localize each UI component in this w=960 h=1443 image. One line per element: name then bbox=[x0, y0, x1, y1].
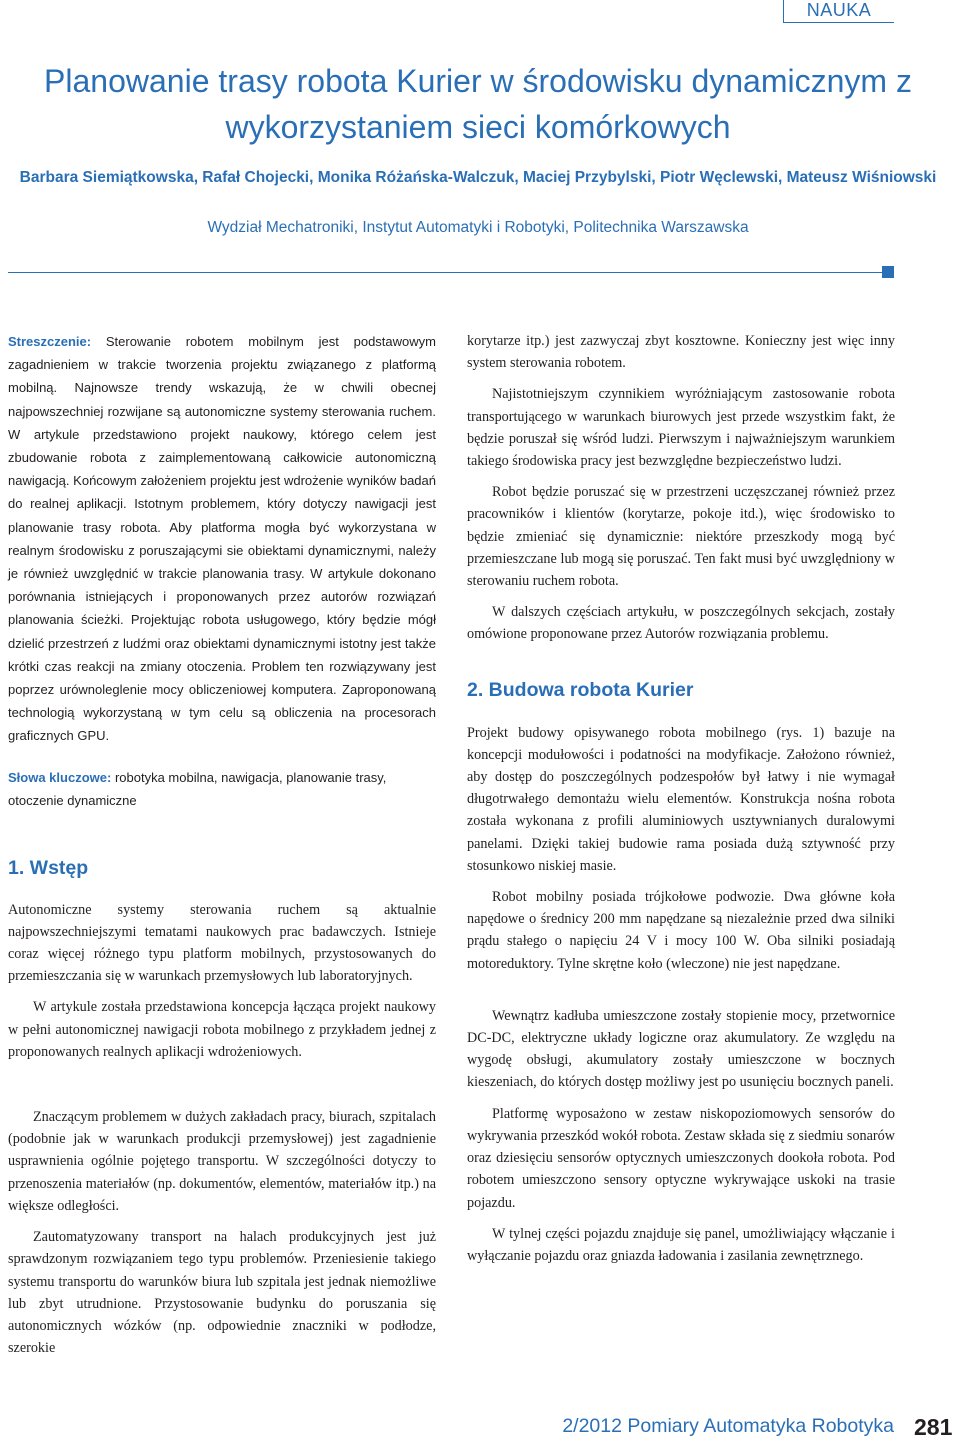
section-2-paragraph: W tylnej części pojazdu znajduje się panel, umożliwiający włączanie i wyłączanie pojazdu oraz gniazda ładowania i zasilania zewnętrznego. bbox=[467, 1225, 895, 1264]
section-1-heading: 1. Wstęp bbox=[8, 856, 89, 879]
header-divider bbox=[8, 272, 882, 273]
section-tag: NAUKA bbox=[783, 0, 894, 23]
journal-footer: 2/2012 Pomiary Automatyka Robotyka bbox=[562, 1415, 894, 1437]
article-authors: Barbara Siemiątkowska, Rafał Chojecki, Monika Różańska-Walczuk, Maciej Przybylski, Piotr Węclewski, Mateusz Wiśniowski bbox=[19, 169, 937, 186]
keywords bbox=[8, 766, 436, 812]
section-2-paragraph: Robot mobilny posiada trójkołowe podwozie. Dwa główne koła napędowe o średnicy 200 mm napędzane są niezależnie przed dwa silniki prądu stałego o napięciu 24 V i mocy 100 W. Oba silniki posiadają motoreduktory. Tylne skrętne koło (wleczone) nie jest napędzane. bbox=[467, 889, 895, 972]
divider-square-marker bbox=[882, 266, 894, 278]
section-2-paragraph: Projekt budowy opisywanego robota mobilnego (rys. 1) bazuje na koncepcji modułowości i podatności na modyfikacje. Założono również, aby dostęp do poszczególnych podzespołów był łatwy i nie wymagał długotrwałego demontażu wielu elementów. Konstrukcja nośna robota została wykonana z profili aluminiowych usztywnianych duralowymi panelami. Dzięki takiej budowie rama posiada dużą sztywność przy stosunkowo niskiej masie. bbox=[467, 724, 895, 874]
page-number: 281 bbox=[914, 1414, 953, 1440]
section-1-paragraph: Autonomiczne systemy sterowania ruchem są aktualnie najpowszechniejszymi tematami naukowych prac badawczych. Istnieje coraz więcej różnego typu platform mobilnych, przystosowanych do przemieszczania się w warunkach przemysłowych lub laboratoryjnych. bbox=[8, 901, 436, 985]
section-2-paragraph: Platformę wyposażono w zestaw niskopoziomowych sensorów do wykrywania przeszkód wokół robota. Zestaw składa się z siedmiu sonarów oraz dziesięciu sensorów optycznych umieszczonych dookoła robota. Pod robotem umieszczono sensory optyczne wykrywające uskoki na trasie pojazdu. bbox=[467, 1105, 895, 1211]
intro-paragraph: W dalszych częściach artykułu, w poszczególnych sekcjach, zostały omówione proponowane przez Autorów rozwiązania problemu. bbox=[467, 604, 895, 643]
intro-paragraph: Robot będzie poruszać się w przestrzeni uczęszczanej również przez pracowników i klientów (korytarze, pokoje itd.), więc środowisko to będzie zmieniać się dynamicznie: niektóre przeszkody mogą być przemieszczane lub mogą się poruszać. Ten fakt musi być uwzględniony w sterowaniu ruchem robota. bbox=[467, 484, 895, 590]
section-1-paragraph: W artykule została przedstawiona koncepcja łącząca projekt naukowy w pełni autonomicznej nawigacji robota mobilnego z przykładem jednej z proponowanych realnych aplikacji wdrożeniowych. bbox=[8, 999, 436, 1060]
left-column bbox=[8, 330, 436, 1359]
section-2-paragraph: Wewnątrz kadłuba umieszczone zostały stopienie mocy, przetwornice DC-DC, elektryczne układy logiczne oraz akumulatory. Ze względu na wygodę obsługi, akumulatory zostały umieszczone w bocznych kieszeniach, do których dostęp możliwy jest po usunięciu bocznych paneli. bbox=[467, 1007, 895, 1091]
keywords-text: robotyka mobilna, nawigacja, planowanie trasy, otoczenie dynamiczne bbox=[8, 769, 387, 808]
section-2-heading: 2. Budowa robota Kurier bbox=[467, 678, 694, 701]
article-title: Planowanie trasy robota Kurier w środowisku dynamicznym z wykorzystaniem sieci komórkowych bbox=[44, 63, 912, 145]
continued-paragraph: korytarze itp.) jest zazwyczaj zbyt kosztowne. Konieczny jest więc inny system sterowania robotem. bbox=[467, 333, 895, 372]
section-1-paragraph: Znaczącym problemem w dużych zakładach pracy, biurach, szpitalach (podobnie jak w warunkach produkcji przemysłowej) jest zagadnienie usprawnienia ogólnie pojętego transportu. W szczególności dotyczy to przenoszenia materiałów (np. dokumentów, elementów, materiałów itp.) na większe odległości. bbox=[8, 1109, 436, 1214]
keywords-label: Słowa kluczowe: bbox=[8, 769, 112, 785]
abstract-label: Streszczenie: bbox=[8, 334, 92, 349]
section-1-paragraph: Zautomatyzowany transport na halach produkcyjnych jest już sprawdzonym rozwiązaniem tego typu problemów. Przeniesienie takiego systemu transportu do warunków biura lub szpitala jest jednak niemożliwe lub zbyt utrudnione. Przystosowanie budynku do poruszania się autonomicznych wózków (np. odpowiednie znaczniki w podłodze, szerokie bbox=[8, 1229, 436, 1357]
right-column bbox=[467, 330, 895, 1267]
article-affiliation: Wydział Mechatroniki, Instytut Automatyki i Robotyki, Politechnika Warszawska bbox=[207, 219, 749, 236]
abstract-text: Sterowanie robotem mobilnym jest podstawowym zagadnieniem w trakcie tworzenia projektu związanego z platformą mobilną. Najnowsze trendy wskazują, że w chwili obecnej najpowszechniej rozwijane są autonomiczne systemy sterowania ruchem. W artykule przedstawiono projekt naukowy, którego celem jest zbudowanie robota z zaimplementowaną całkowicie autonomiczną nawigacją. Końcowym założeniem projektu jest wdrożenie wyników badań do realnej aplikacji. Istotnym problemem, który dotyczy nawigacji jest planowanie trasy robota. Aby platforma mogła być wykorzystana w realnym środowisku z poruszającymi sie obiektami dynamicznymi, należy je również uwzględnić w trakcie planowania trasy. W artykule dokonano porównania istniejących i proponowanych przez autorów rozwiązań planowania ścieżki. Projektując robota usługowego, który będzie mógł dzielić przestrzeń z ludźmi oraz obiektami dynamicznymi istotny jest także krótki czas reakcji na zmiany otoczenia. Problem ten rozwiązywany jest poprzez urównoleglenie mocy obliczeniowej komputera. Zaproponowaną technologią wykorzystaną w tym celu są obliczenia na procesorach graficznych GPU. bbox=[8, 334, 436, 744]
abstract bbox=[8, 330, 436, 748]
intro-paragraph: Najistotniejszym czynnikiem wyróżniającym zastosowanie robota transportującego w warunkach biurowych jest przede wszystkim fakt, że będzie poruszał się wśród ludzi. Pierwszym i najważniejszym warunkiem takiego środowiska pracy jest bezwzględne bezpieczeństwo ludzi. bbox=[467, 386, 895, 470]
